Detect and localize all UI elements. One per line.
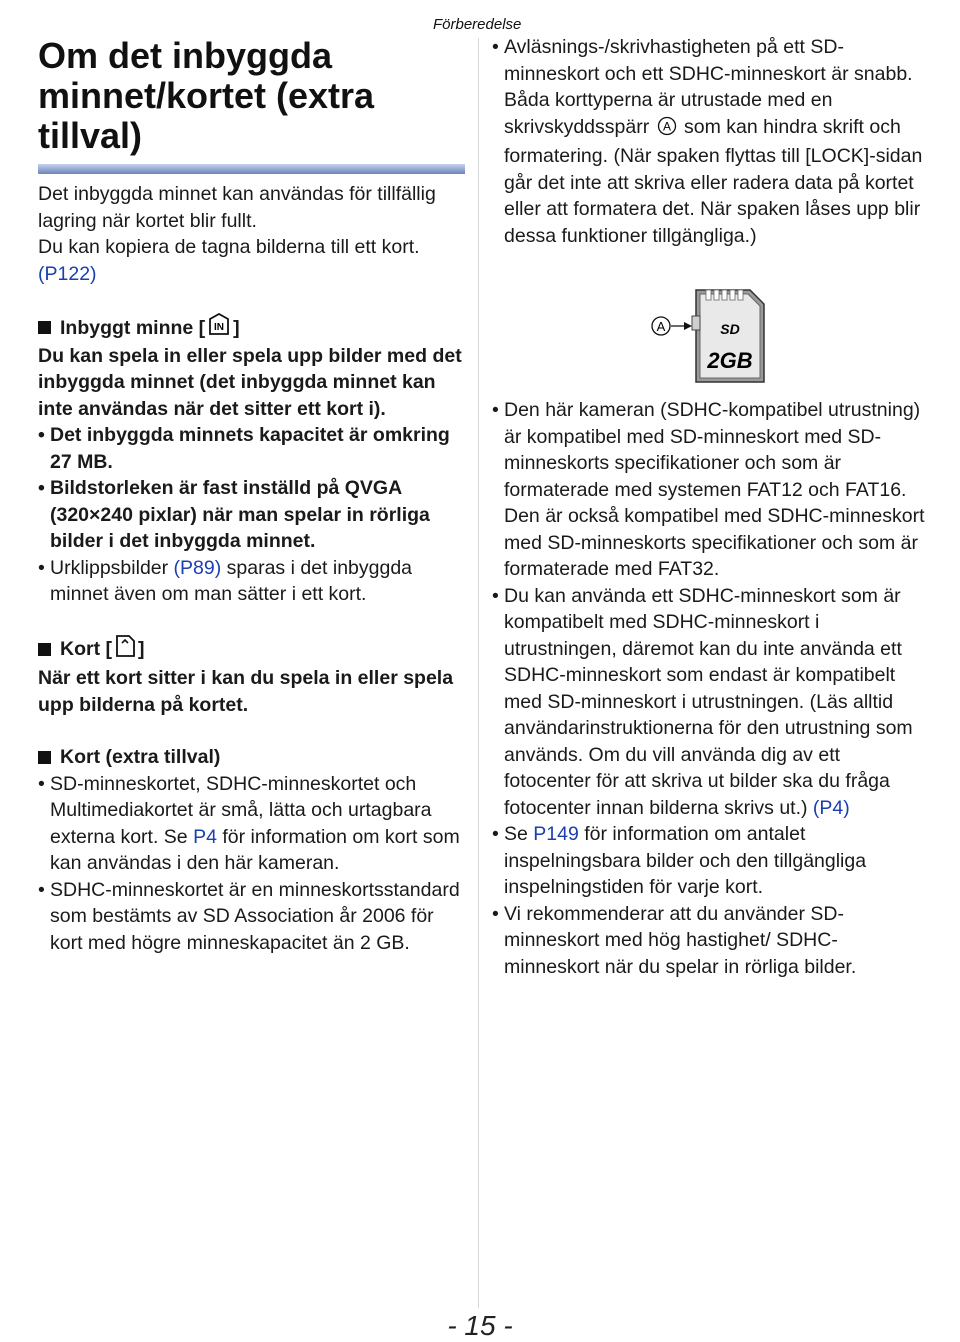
sd-marker-text: A — [656, 319, 666, 334]
sd-capacity-text: 2GB — [707, 348, 753, 373]
capacity-text-pre: Se — [504, 823, 528, 845]
card-heading — [38, 634, 468, 666]
builtin-heading-prefix: Inbyggt minne [ — [60, 316, 206, 339]
section-header: Förberedelse — [433, 16, 522, 33]
link-p149[interactable]: P149 — [533, 823, 579, 845]
square-bullet-icon — [38, 751, 51, 764]
card-heading-suffix: ] — [138, 638, 145, 660]
clipboard-text-pre: Urklippsbilder — [50, 556, 169, 579]
intro-text — [38, 181, 468, 287]
card-icon — [114, 634, 136, 666]
recommend-bullet: • Vi rekommenderar att du använder SD-minneskort med hög hastighet/ SDHC-minneskort när du spelar in rörliga bilder. — [492, 901, 932, 981]
speed-text-pre: Avläsnings-/skrivhastigheten på ett SD-minneskort och ett SDHC-minneskort är snabb. Båda korttyperna är utrustade med en skrivskyddsspärr — [504, 36, 913, 138]
card-description: När ett kort sitter i kan du spela in eller spela upp bilderna på kortet. — [38, 667, 454, 716]
circle-a-marker-icon — [657, 116, 677, 144]
right-column-top — [492, 34, 932, 249]
card-option-heading — [38, 744, 468, 771]
page-title: Om det inbyggda minnet/kortet (extra tillval) — [38, 35, 375, 156]
circle-a-marker-text: A — [662, 119, 671, 133]
intro-link-p122[interactable]: (P122) — [38, 262, 97, 285]
card-types-post: för information om kort som kan användas i den här kameran. — [50, 825, 460, 874]
compat-bullet-sdhc — [492, 583, 932, 822]
capacity-bullet — [492, 821, 932, 901]
card-option-bullet-sdhc: • SDHC-minneskortet är en minneskortsstandard som bestämts av SD Association år 2006 för kort med högre minneskapacitet än 2 GB. — [38, 877, 468, 957]
right-column-bottom — [492, 397, 932, 980]
builtin-memory-icon-text: IN — [214, 322, 225, 333]
builtin-bullet-qvga: • Bildstorleken är fast inställd på QVGA (320×240 pixlar) när man spelar in rörliga bilder i det inbyggda minnet. — [38, 475, 468, 555]
square-bullet-icon — [38, 643, 51, 656]
compat-bullet-sd: • Den här kameran (SDHC-kompatibel utrustning) är kompatibel med SD-minneskort med SD-minneskorts specifikationer och som är formaterade med systemen FAT12 och FAT16. Den är också kompatibel med SDHC-minneskort med SD-minneskorts specifikationer och som är formaterade med FAT32. — [492, 397, 932, 583]
builtin-heading-suffix: ] — [233, 316, 240, 339]
capacity-text-post: för information om antalet inspelningsbara bilder och den tillgängliga inspelningstiden för varje kort. — [504, 823, 867, 898]
card-types-pre: SD-minneskortet, SDHC-minneskortet och Multimediakortet är små, lätta och urtagbara externa kort. Se — [50, 772, 432, 848]
builtin-bullet-capacity: • Det inbyggda minnets kapacitet är omkring 27 MB. — [38, 422, 468, 475]
link-p4[interactable]: P4 — [193, 825, 217, 848]
card-option-heading-text: Kort (extra tillval) — [60, 746, 221, 768]
builtin-memory-icon — [207, 313, 231, 343]
link-p4-right[interactable]: (P4) — [812, 796, 850, 819]
page-number: - 15 - — [447, 1310, 513, 1341]
left-column — [38, 313, 468, 956]
card-heading-prefix: Kort [ — [60, 638, 112, 660]
intro-line-1: Det inbyggda minnet kan användas för tillfällig lagring när kortet blir fullt. — [38, 183, 436, 232]
link-p89[interactable]: (P89) — [173, 556, 222, 579]
sd-card-illustration — [650, 288, 780, 388]
card-option-bullet-types — [38, 771, 468, 877]
builtin-bullet-clipboard — [38, 555, 468, 608]
column-divider — [478, 38, 479, 1308]
speed-text-post: som kan hindra skrift och formatering. (När spaken flyttas till [LOCK]-sidan går det inte att skriva eller radera data på kortet eller att formatera det. När spaken låses upp blir dessa funktioner tillgängliga.) — [504, 115, 923, 247]
sd-logo-text: SD — [720, 321, 740, 337]
builtin-memory-description: Du kan spela in eller spela upp bilder med det inbyggda minnet (det inbyggda minnet kan inte användas när det sitter ett kort i). — [38, 344, 462, 420]
clipboard-text-post: sparas i det inbyggda minnet även om man sätter i ett kort. — [50, 556, 413, 605]
intro-line-2 — [38, 234, 468, 287]
sdhc-text: Du kan använda ett SDHC-minneskort som är kompatibelt med SDHC-minneskort i utrustningen, däremot kan du inte använda ett SDHC-minneskort som endast är kompatibelt med SD-minneskort i utrustningen. (Läs alltid användarinstruktionerna för den utrustning som används. Om du vill använda dig av ett fotocenter för att skriva ut bilder ska du fråga fotocenter innan bilderna skrivs ut.) — [504, 584, 913, 819]
speed-bullet — [492, 34, 932, 249]
square-bullet-icon — [38, 321, 51, 334]
builtin-memory-heading — [38, 313, 468, 343]
intro-line-2-text: Du kan kopiera de tagna bilderna till ett kort. — [38, 236, 420, 258]
title-underline-bar — [38, 164, 465, 174]
